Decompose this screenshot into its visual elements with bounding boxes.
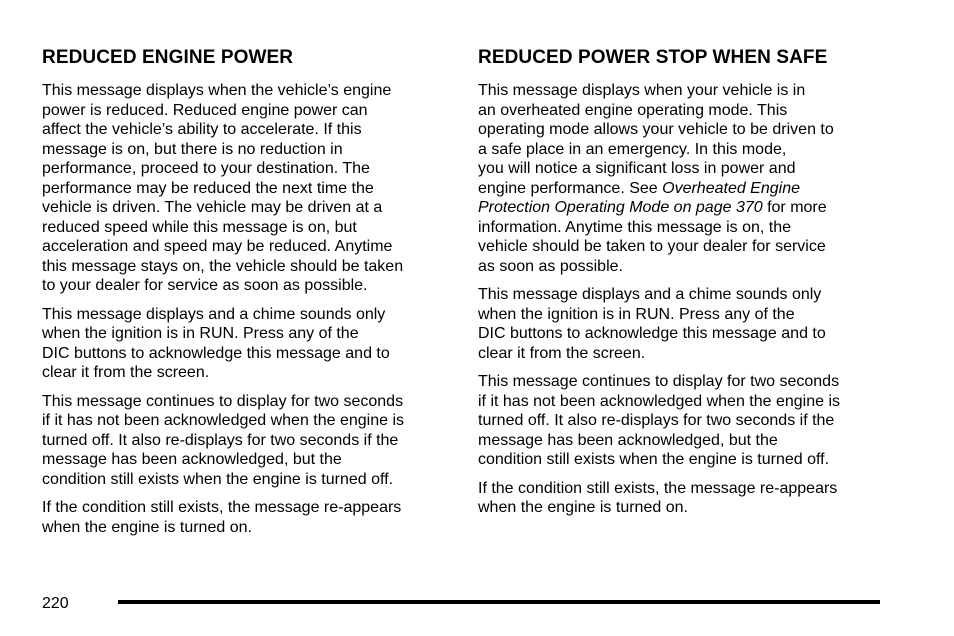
body-paragraph: If the condition still exists, the message re-appears when the engine is turned on. [42, 499, 402, 536]
right-column [478, 47, 886, 527]
body-paragraph: If the condition still exists, the message re-appears when the engine is turned on. [478, 479, 838, 516]
footer-rule [118, 600, 880, 604]
section-heading-reduced-power-stop: REDUCED POWER STOP WHEN SAFE [478, 47, 828, 68]
body-paragraph: This message displays and a chime sounds only when the ignition is in RUN. Press any of the DIC buttons to acknowledge this message and to clear it from the screen. [42, 305, 390, 381]
body-paragraph: This message displays and a chime sounds only when the ignition is in RUN. Press any of the DIC buttons to acknowledge this message and to clear it from the screen. [478, 286, 826, 362]
section-heading-reduced-engine-power: REDUCED ENGINE POWER [42, 47, 294, 68]
body-paragraph: This message displays when the vehicle’s engine power is reduced. Reduced engine power can affect the vehicle’s ability to accelerate. If this message is on, but there is no reduction in performance, proceed to your destination. The performance may be reduced the next time the vehicle is driven. The vehicle may be driven at a reduced speed while this message is on, but acceleration and speed may be reduced. Anytime this message stays on, the vehicle should be taken to your dealer for service as soon as possible. [42, 82, 404, 294]
body-paragraph: This message continues to display for two seconds if it has not been acknowledged when the engine is turned off. It also re-displays for two seconds if the message has been acknowledged, but the condition still exists when the engine is turned off. [478, 373, 841, 468]
paragraph-text: for more information. Anytime this message is on, the vehicle should be taken to your dealer for service as soon as possible. [478, 199, 827, 275]
body-paragraph-with-reference [478, 81, 886, 276]
page-reference: Overheated Engine Protection Operating Mode on page 370 [478, 179, 800, 216]
page-number: 220 [42, 595, 69, 612]
body-paragraph: This message continues to display for two seconds if it has not been acknowledged when the engine is turned off. It also re-displays for two seconds if the message has been acknowledged, but the condition still exists when the engine is turned off. [42, 392, 405, 488]
paragraph-text: This message displays when your vehicle is in an overheated engine operating mode. This operating mode allows your vehicle to be driven to a safe place in an emergency. In this mode, you will notice a significant loss in power and engine performance. See [478, 82, 834, 197]
left-column [42, 47, 450, 546]
